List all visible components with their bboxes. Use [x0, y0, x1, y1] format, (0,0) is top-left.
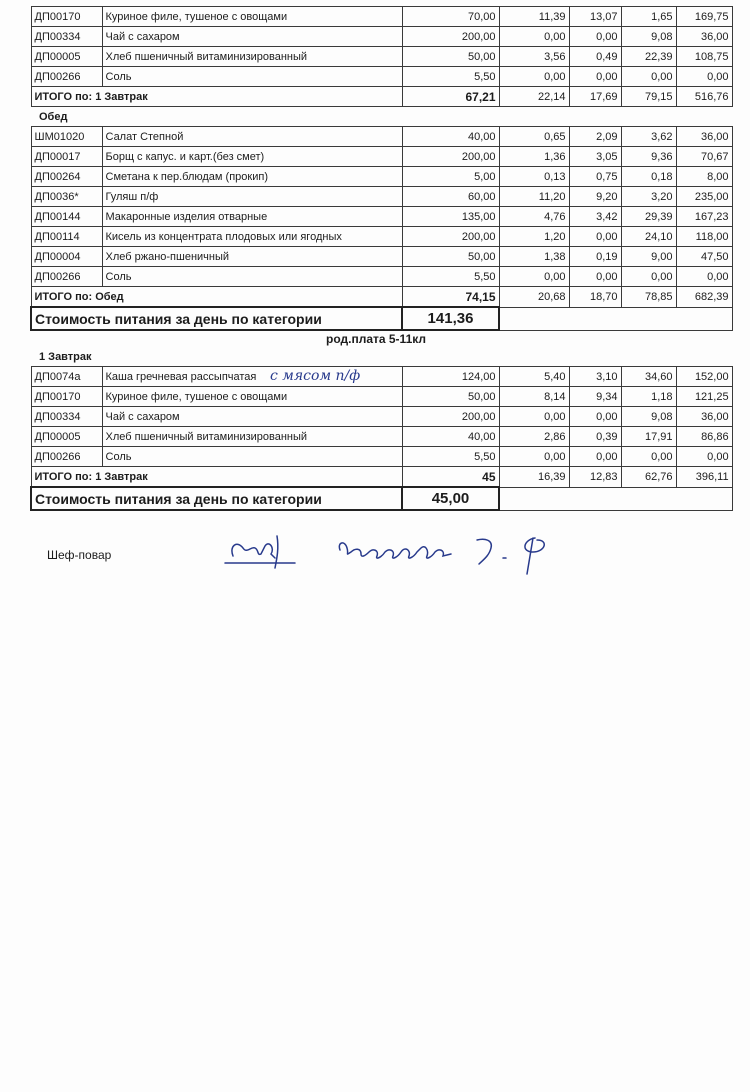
total-carbs: 78,85 — [621, 287, 676, 308]
item-name: Чай с сахаром — [102, 407, 402, 427]
menu-item-row — [31, 407, 732, 427]
item-carbs: 0,00 — [621, 447, 676, 467]
total-row — [31, 287, 732, 308]
item-amount: 5,00 — [402, 167, 499, 187]
item-proteins: 8,14 — [499, 387, 569, 407]
item-fats: 3,42 — [569, 207, 621, 227]
daily-cost-value: 45,00 — [402, 487, 499, 510]
item-name: Каша гречневая рассыпчатая — [102, 367, 402, 387]
total-row — [31, 87, 732, 107]
item-code: ДП00266 — [31, 267, 102, 287]
item-name: Хлеб ржано-пшеничный — [102, 247, 402, 267]
item-energy: 36,00 — [676, 127, 732, 147]
item-code: ДП00114 — [31, 227, 102, 247]
item-proteins: 2,86 — [499, 427, 569, 447]
item-energy: 70,67 — [676, 147, 732, 167]
item-proteins: 11,20 — [499, 187, 569, 207]
item-energy: 169,75 — [676, 7, 732, 27]
item-amount: 60,00 — [402, 187, 499, 207]
item-carbs: 0,18 — [621, 167, 676, 187]
item-code: ДП00266 — [31, 67, 102, 87]
menu-item-row — [31, 47, 732, 67]
section-label: Обед — [31, 107, 732, 127]
item-amount: 50,00 — [402, 247, 499, 267]
item-amount: 70,00 — [402, 7, 499, 27]
item-name: Сметана к пер.блюдам (прокип) — [102, 167, 402, 187]
item-fats: 3,05 — [569, 147, 621, 167]
item-code: ДП00334 — [31, 27, 102, 47]
item-fats: 0,00 — [569, 27, 621, 47]
item-fats: 0,00 — [569, 267, 621, 287]
item-fats: 0,75 — [569, 167, 621, 187]
item-code: ДП00266 — [31, 447, 102, 467]
item-carbs: 17,91 — [621, 427, 676, 447]
item-carbs: 24,10 — [621, 227, 676, 247]
item-proteins: 1,38 — [499, 247, 569, 267]
item-proteins: 0,00 — [499, 407, 569, 427]
item-proteins: 3,56 — [499, 47, 569, 67]
item-amount: 200,00 — [402, 227, 499, 247]
item-amount: 40,00 — [402, 127, 499, 147]
total-fats: 18,70 — [569, 287, 621, 308]
item-energy: 47,50 — [676, 247, 732, 267]
item-energy: 235,00 — [676, 187, 732, 207]
item-fats: 3,10 — [569, 367, 621, 387]
item-fats: 0,49 — [569, 47, 621, 67]
total-fats: 12,83 — [569, 467, 621, 488]
menu-item-row — [31, 227, 732, 247]
item-energy: 167,23 — [676, 207, 732, 227]
total-row — [31, 467, 732, 488]
item-carbs: 1,18 — [621, 387, 676, 407]
item-amount: 5,50 — [402, 447, 499, 467]
chef-label: Шеф-повар — [47, 548, 112, 562]
menu-item-row — [31, 7, 732, 27]
item-proteins: 0,00 — [499, 447, 569, 467]
total-energy: 516,76 — [676, 87, 732, 107]
item-code: ДП00264 — [31, 167, 102, 187]
item-energy: 152,00 — [676, 367, 732, 387]
item-amount: 200,00 — [402, 407, 499, 427]
item-carbs: 9,00 — [621, 247, 676, 267]
total-carbs: 62,76 — [621, 467, 676, 488]
item-energy: 86,86 — [676, 427, 732, 447]
menu-item-row — [31, 387, 732, 407]
total-amount: 67,21 — [402, 87, 499, 107]
item-energy: 118,00 — [676, 227, 732, 247]
section-heading — [31, 107, 732, 127]
item-proteins: 4,76 — [499, 207, 569, 227]
category-caption: род.плата 5-11кл — [326, 332, 427, 346]
item-carbs: 1,65 — [621, 7, 676, 27]
item-carbs: 34,60 — [621, 367, 676, 387]
item-name: Чай с сахаром — [102, 27, 402, 47]
menu-item-row — [31, 367, 732, 387]
daily-cost-row — [31, 307, 732, 330]
item-code: ДП00144 — [31, 207, 102, 227]
item-fats: 0,00 — [569, 407, 621, 427]
total-label: ИТОГО по: 1 Завтрак — [31, 87, 402, 107]
item-fats: 0,19 — [569, 247, 621, 267]
empty-cell — [499, 307, 732, 330]
daily-cost-label: Стоимость питания за день по категории — [31, 307, 402, 330]
handwritten-note: с мясом п/ф — [270, 368, 361, 384]
item-name: Соль — [102, 267, 402, 287]
total-label: ИТОГО по: Обед — [31, 287, 402, 308]
item-code: ШМ01020 — [31, 127, 102, 147]
item-fats: 9,20 — [569, 187, 621, 207]
item-proteins: 0,00 — [499, 267, 569, 287]
item-energy: 0,00 — [676, 447, 732, 467]
item-code: ДП0036* — [31, 187, 102, 207]
menu-item-row — [31, 427, 732, 447]
section-heading — [31, 347, 732, 367]
item-name: Макаронные изделия отварные — [102, 207, 402, 227]
item-amount: 5,50 — [402, 67, 499, 87]
total-energy: 396,11 — [676, 467, 732, 488]
item-energy: 8,00 — [676, 167, 732, 187]
item-proteins: 1,20 — [499, 227, 569, 247]
item-carbs: 3,62 — [621, 127, 676, 147]
daily-cost-row — [31, 487, 732, 510]
daily-cost-label: Стоимость питания за день по категории — [31, 487, 402, 510]
item-code: ДП00004 — [31, 247, 102, 267]
item-carbs: 9,36 — [621, 147, 676, 167]
item-fats: 9,34 — [569, 387, 621, 407]
item-energy: 0,00 — [676, 267, 732, 287]
menu-item-row — [31, 27, 732, 47]
item-name: Хлеб пшеничный витаминизированный — [102, 47, 402, 67]
item-fats: 2,09 — [569, 127, 621, 147]
menu-item-row — [31, 187, 732, 207]
menu-item-row — [31, 447, 732, 467]
item-carbs: 3,20 — [621, 187, 676, 207]
menu-item-row — [31, 167, 732, 187]
item-proteins: 11,39 — [499, 7, 569, 27]
menu-item-row — [31, 207, 732, 227]
top-menu-table — [30, 6, 733, 331]
item-energy: 0,00 — [676, 67, 732, 87]
item-name: Хлеб пшеничный витаминизированный — [102, 427, 402, 447]
item-amount: 200,00 — [402, 147, 499, 167]
item-fats: 0,00 — [569, 447, 621, 467]
item-carbs: 0,00 — [621, 267, 676, 287]
item-amount: 5,50 — [402, 267, 499, 287]
item-code: ДП00017 — [31, 147, 102, 167]
item-amount: 40,00 — [402, 427, 499, 447]
item-carbs: 9,08 — [621, 27, 676, 47]
item-amount: 135,00 — [402, 207, 499, 227]
item-name: Кисель из концентрата плодовых или ягодных — [102, 227, 402, 247]
item-code: ДП00170 — [31, 7, 102, 27]
item-carbs: 22,39 — [621, 47, 676, 67]
total-amount: 45 — [402, 467, 499, 488]
item-amount: 124,00 — [402, 367, 499, 387]
total-proteins: 22,14 — [499, 87, 569, 107]
item-fats: 0,39 — [569, 427, 621, 447]
total-carbs: 79,15 — [621, 87, 676, 107]
item-carbs: 29,39 — [621, 207, 676, 227]
menu-item-row — [31, 247, 732, 267]
total-label: ИТОГО по: 1 Завтрак — [31, 467, 402, 488]
item-proteins: 0,13 — [499, 167, 569, 187]
daily-cost-value: 141,36 — [402, 307, 499, 330]
item-fats: 0,00 — [569, 67, 621, 87]
item-code: ДП00005 — [31, 427, 102, 447]
total-proteins: 16,39 — [499, 467, 569, 488]
item-proteins: 0,00 — [499, 67, 569, 87]
item-code: ДП00334 — [31, 407, 102, 427]
menu-item-row — [31, 147, 732, 167]
item-amount: 50,00 — [402, 387, 499, 407]
item-name: Гуляш п/ф — [102, 187, 402, 207]
item-fats: 13,07 — [569, 7, 621, 27]
empty-cell — [499, 487, 732, 510]
menu-item-row — [31, 267, 732, 287]
item-energy: 36,00 — [676, 27, 732, 47]
menu-item-row — [31, 127, 732, 147]
item-proteins: 5,40 — [499, 367, 569, 387]
item-proteins: 0,65 — [499, 127, 569, 147]
item-carbs: 0,00 — [621, 67, 676, 87]
item-name: Борщ с капус. и карт.(без смет) — [102, 147, 402, 167]
item-amount: 50,00 — [402, 47, 499, 67]
section-label: 1 Завтрак — [31, 347, 732, 367]
item-name: Салат Степной — [102, 127, 402, 147]
item-name: Куриное филе, тушеное с овощами — [102, 7, 402, 27]
item-energy: 36,00 — [676, 407, 732, 427]
item-code: ДП0074а — [31, 367, 102, 387]
item-proteins: 1,36 — [499, 147, 569, 167]
total-fats: 17,69 — [569, 87, 621, 107]
item-name: Соль — [102, 447, 402, 467]
total-amount: 74,15 — [402, 287, 499, 308]
bottom-menu-table — [30, 347, 733, 511]
item-energy: 108,75 — [676, 47, 732, 67]
item-name: Соль — [102, 67, 402, 87]
item-code: ДП00170 — [31, 387, 102, 407]
item-energy: 121,25 — [676, 387, 732, 407]
menu-item-row — [31, 67, 732, 87]
total-energy: 682,39 — [676, 287, 732, 308]
item-carbs: 9,08 — [621, 407, 676, 427]
chef-signature — [215, 518, 595, 578]
total-proteins: 20,68 — [499, 287, 569, 308]
item-fats: 0,00 — [569, 227, 621, 247]
item-proteins: 0,00 — [499, 27, 569, 47]
item-amount: 200,00 — [402, 27, 499, 47]
item-name: Куриное филе, тушеное с овощами — [102, 387, 402, 407]
item-code: ДП00005 — [31, 47, 102, 67]
